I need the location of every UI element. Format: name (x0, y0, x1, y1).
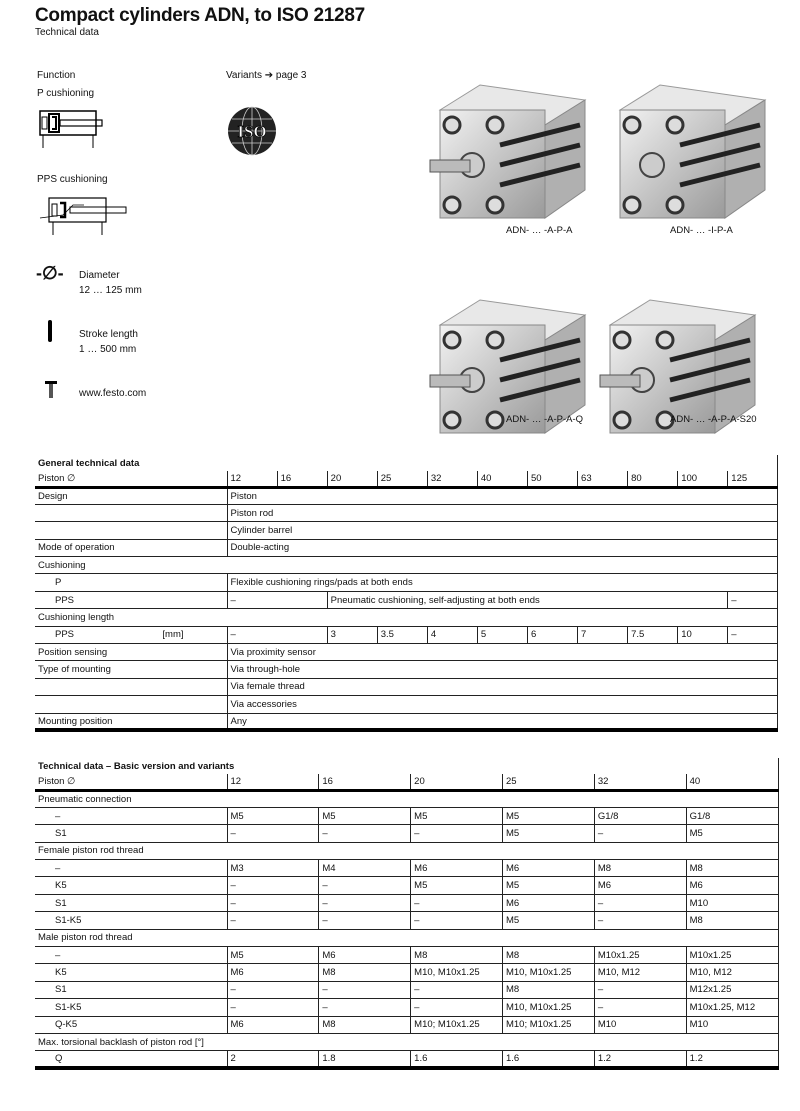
value-cell: – (411, 894, 503, 911)
value-cell: Piston rod (227, 504, 778, 521)
diameter-label: Diameter (79, 270, 120, 281)
table-row (35, 999, 778, 1016)
value-cell: Via through-hole (227, 661, 778, 678)
value-cell: M10x1.25 (594, 947, 686, 964)
stroke-length-label: Stroke length (79, 329, 138, 340)
value-cell: M5 (411, 877, 503, 894)
piston-size-header: 25 (502, 774, 594, 790)
row-label-text: Mounting position (38, 715, 113, 727)
value-cell: 6 (527, 626, 577, 643)
cylinder-product-image (600, 70, 780, 220)
variants-link[interactable] (226, 68, 307, 83)
value-cell: G1/8 (686, 807, 778, 824)
table-row (35, 487, 778, 504)
row-label (35, 644, 227, 661)
value-cell: M10, M12 (686, 964, 778, 981)
value-cell: – (411, 999, 503, 1016)
value-cell: – (319, 912, 411, 929)
row-label-text: – (55, 810, 61, 822)
row-label-text: Cushioning length (38, 611, 115, 623)
table-title-row (35, 455, 778, 471)
value-cell: 10 (678, 626, 728, 643)
value-cell: M8 (594, 860, 686, 877)
row-label-text: K5 (55, 880, 67, 892)
cylinder-product-image (420, 285, 600, 435)
value-cell: M8 (411, 947, 503, 964)
value-cell: M5 (502, 825, 594, 842)
row-label-text: S1-K5 (55, 1001, 82, 1013)
value-cell: – (319, 999, 411, 1016)
value-cell: M12x1.25 (686, 981, 778, 998)
row-label-text: – (55, 949, 61, 961)
diameter-value: 12 … 125 mm (79, 285, 142, 296)
section-row (35, 609, 778, 626)
piston-size-header: 63 (578, 471, 628, 487)
row-label (35, 504, 227, 521)
value-cell: M6 (686, 877, 778, 894)
piston-size-header: 40 (686, 774, 778, 790)
value-cell: Pneumatic cushioning, self-adjusting at both ends (327, 591, 728, 608)
piston-size-header: 12 (227, 471, 277, 487)
row-label (35, 487, 227, 504)
value-cell: M5 (686, 825, 778, 842)
value-cell: M10 (686, 1016, 778, 1033)
value-cell: Double-acting (227, 539, 778, 556)
product-caption: ADN- … -A-P-A-Q (506, 414, 584, 425)
row-label (35, 713, 227, 730)
row-label (35, 825, 227, 842)
row-label-text: PPS (55, 629, 75, 641)
value-cell: M8 (502, 947, 594, 964)
value-cell: M8 (319, 964, 411, 981)
piston-size-header: 125 (728, 471, 778, 487)
value-cell: M3 (227, 860, 319, 877)
table-row (35, 661, 778, 678)
page-subtitle: Technical data (35, 27, 99, 38)
row-label (35, 1016, 227, 1033)
value-cell: – (728, 626, 778, 643)
value-cell: M10; M10x1.25 (502, 1016, 594, 1033)
row-label (35, 678, 227, 695)
row-label (35, 981, 227, 998)
table-row (35, 1016, 778, 1033)
row-label-text: Max. torsional backlash of piston rod [°] (38, 1036, 204, 1048)
value-cell: 1.6 (502, 1051, 594, 1068)
row-label-text: Cushioning (38, 559, 86, 571)
product-caption: ADN- … -I-P-A (670, 225, 733, 236)
value-cell: – (227, 912, 319, 929)
row-label-text: Position sensing (38, 646, 108, 658)
general-technical-data-table (35, 455, 778, 732)
piston-size-header: 32 (594, 774, 686, 790)
cylinder-product-image (590, 285, 770, 435)
value-cell: – (411, 912, 503, 929)
table-row (35, 539, 778, 556)
value-cell: – (594, 825, 686, 842)
value-cell: M6 (227, 1016, 319, 1033)
value-cell: 7.5 (628, 626, 678, 643)
value-cell: M10, M10x1.25 (502, 999, 594, 1016)
piston-size-header: 100 (678, 471, 728, 487)
row-label (35, 1033, 778, 1050)
row-label-text: Design (38, 490, 68, 502)
row-label (35, 999, 227, 1016)
value-cell: – (227, 877, 319, 894)
table-row (35, 644, 778, 661)
value-cell: M5 (319, 807, 411, 824)
table-header-row (35, 774, 778, 790)
value-cell: M4 (319, 860, 411, 877)
value-cell: – (594, 894, 686, 911)
row-label-text: Q-K5 (55, 1019, 78, 1031)
value-cell: – (227, 981, 319, 998)
value-cell: M10; M10x1.25 (411, 1016, 503, 1033)
value-cell: M10x1.25, M12 (686, 999, 778, 1016)
value-cell: M10, M10x1.25 (502, 964, 594, 981)
stroke-length-value: 1 … 500 mm (79, 344, 137, 355)
pps-cushioning-symbol-icon (38, 195, 128, 240)
value-cell: M6 (227, 964, 319, 981)
table-header-row (35, 471, 778, 487)
value-cell: M10, M10x1.25 (411, 964, 503, 981)
value-cell: Flexible cushioning rings/pads at both ends (227, 574, 778, 591)
value-cell: M6 (502, 894, 594, 911)
table-row (35, 964, 778, 981)
row-label (35, 790, 778, 807)
table-row (35, 825, 778, 842)
row-label (35, 807, 227, 824)
row-label (35, 557, 778, 574)
piston-size-header: 16 (277, 471, 327, 487)
p-cushioning-label: P cushioning (37, 88, 95, 99)
piston-size-header: 50 (527, 471, 577, 487)
row-label (35, 894, 227, 911)
value-cell: – (227, 825, 319, 842)
piston-size-header: 25 (377, 471, 427, 487)
value-cell: – (594, 912, 686, 929)
value-cell: – (227, 626, 327, 643)
value-cell: Piston (227, 487, 778, 504)
row-label (35, 964, 227, 981)
value-cell: Any (227, 713, 778, 730)
iso-logo-icon (226, 105, 278, 157)
value-cell: – (319, 894, 411, 911)
value-cell: 3 (327, 626, 377, 643)
section-row (35, 842, 778, 859)
value-cell: – (227, 894, 319, 911)
stroke-length-icon (48, 320, 52, 342)
piston-diameter-label: Piston ∅ (38, 472, 76, 484)
value-cell: M5 (227, 807, 319, 824)
value-cell: M10 (686, 894, 778, 911)
value-cell: 4 (427, 626, 477, 643)
table-row (35, 1051, 778, 1068)
value-cell: 2 (227, 1051, 319, 1068)
row-label (35, 877, 227, 894)
row-label-text: PPS (55, 594, 75, 606)
value-cell: – (411, 981, 503, 998)
variants-label: Variants (226, 70, 262, 81)
value-cell: M6 (594, 877, 686, 894)
value-cell: 1.2 (594, 1051, 686, 1068)
value-cell: – (411, 825, 503, 842)
row-label-text: Female piston rod thread (38, 845, 144, 857)
row-label-text: – (55, 862, 61, 874)
piston-size-header: 16 (319, 774, 411, 790)
value-cell: M8 (319, 1016, 411, 1033)
arrow-right-icon: ➔ (264, 70, 274, 81)
value-cell: – (594, 981, 686, 998)
row-label-text: Pneumatic connection (38, 793, 132, 805)
screw-icon (44, 380, 58, 400)
value-cell: M10 (594, 1016, 686, 1033)
value-cell: 3.5 (377, 626, 427, 643)
row-label-text: S1 (55, 897, 67, 909)
value-cell: M5 (411, 807, 503, 824)
section-row (35, 1033, 778, 1050)
value-cell: – (594, 999, 686, 1016)
value-cell: Via female thread (227, 678, 778, 695)
website-link[interactable]: www.festo.com (79, 388, 147, 399)
product-caption: ADN- … -A-P-A (506, 225, 573, 236)
iso-logo-text: ISO (237, 122, 267, 141)
piston-size-header: 40 (477, 471, 527, 487)
row-label-text: Q (55, 1053, 63, 1065)
table-title: General technical data (38, 457, 140, 469)
value-cell: M6 (319, 947, 411, 964)
value-cell: M8 (686, 860, 778, 877)
table-row (35, 713, 778, 730)
page-title: Compact cylinders ADN, to ISO 21287 (35, 5, 365, 26)
row-label-text: S1 (55, 984, 67, 996)
value-cell: M5 (227, 947, 319, 964)
table-title-row (35, 758, 778, 774)
row-label (35, 860, 227, 877)
value-cell: 1.2 (686, 1051, 778, 1068)
table-row (35, 522, 778, 539)
value-cell: M8 (502, 981, 594, 998)
table-row (35, 504, 778, 521)
piston-size-header: 20 (327, 471, 377, 487)
value-cell: – (728, 591, 778, 608)
row-label-text: S1-K5 (55, 914, 82, 926)
table-row (35, 807, 778, 824)
value-cell: 1.8 (319, 1051, 411, 1068)
value-cell: M5 (502, 912, 594, 929)
section-row (35, 929, 778, 946)
row-label (35, 626, 227, 643)
piston-diameter-label: Piston ∅ (38, 775, 76, 787)
value-cell: M5 (502, 877, 594, 894)
value-cell: 1.6 (411, 1051, 503, 1068)
section-row (35, 790, 778, 807)
basic-version-variants-table (35, 758, 779, 1070)
value-cell: M5 (502, 807, 594, 824)
product-caption: ADN- … -A-P-A-S20 (670, 414, 757, 425)
value-cell: Via accessories (227, 696, 778, 713)
table-row (35, 860, 778, 877)
table-row (35, 981, 778, 998)
row-label (35, 842, 778, 859)
row-label (35, 929, 778, 946)
table-row (35, 947, 778, 964)
table-row (35, 877, 778, 894)
row-label-text: S1 (55, 827, 67, 839)
pps-cushioning-label: PPS cushioning (37, 174, 108, 185)
value-cell: – (227, 999, 319, 1016)
value-cell: M8 (686, 912, 778, 929)
row-label-text: P (55, 577, 62, 589)
row-label-text: Male piston rod thread (38, 932, 133, 944)
row-label-text: Type of mounting (38, 664, 111, 676)
row-label (35, 661, 227, 678)
row-label (35, 912, 227, 929)
row-label (35, 609, 778, 626)
table-title: Technical data – Basic version and variants (38, 760, 235, 772)
section-row (35, 557, 778, 574)
value-cell: – (319, 877, 411, 894)
table-row (35, 696, 778, 713)
piston-size-header: 12 (227, 774, 319, 790)
variants-page: page 3 (275, 70, 307, 81)
value-cell: Cylinder barrel (227, 522, 778, 539)
table-row (35, 678, 778, 695)
row-label (35, 1051, 227, 1068)
table-row (35, 626, 778, 643)
table-row (35, 912, 778, 929)
value-cell: 7 (578, 626, 628, 643)
p-cushioning-symbol-icon (38, 108, 108, 153)
unit-label: [mm] (162, 629, 184, 641)
value-cell: – (319, 825, 411, 842)
row-label (35, 522, 227, 539)
value-cell: – (319, 981, 411, 998)
row-label (35, 696, 227, 713)
piston-size-header: 80 (628, 471, 678, 487)
cylinder-product-image (420, 70, 600, 220)
row-label (35, 947, 227, 964)
row-label-text: K5 (55, 967, 67, 979)
value-cell: M10, M12 (594, 964, 686, 981)
value-cell: Via proximity sensor (227, 644, 778, 661)
value-cell: M6 (502, 860, 594, 877)
value-cell: M10x1.25 (686, 947, 778, 964)
value-cell: M6 (411, 860, 503, 877)
row-label (35, 574, 227, 591)
value-cell: – (227, 591, 327, 608)
table-row (35, 591, 778, 608)
function-label: Function (37, 70, 76, 81)
value-cell: 5 (477, 626, 527, 643)
piston-size-header: 20 (411, 774, 503, 790)
row-label (35, 539, 227, 556)
row-label-text: Mode of operation (38, 542, 115, 554)
piston-size-header: 32 (427, 471, 477, 487)
table-row (35, 894, 778, 911)
diameter-icon: -∅- (36, 263, 64, 283)
value-cell: G1/8 (594, 807, 686, 824)
row-label (35, 591, 227, 608)
table-row (35, 574, 778, 591)
